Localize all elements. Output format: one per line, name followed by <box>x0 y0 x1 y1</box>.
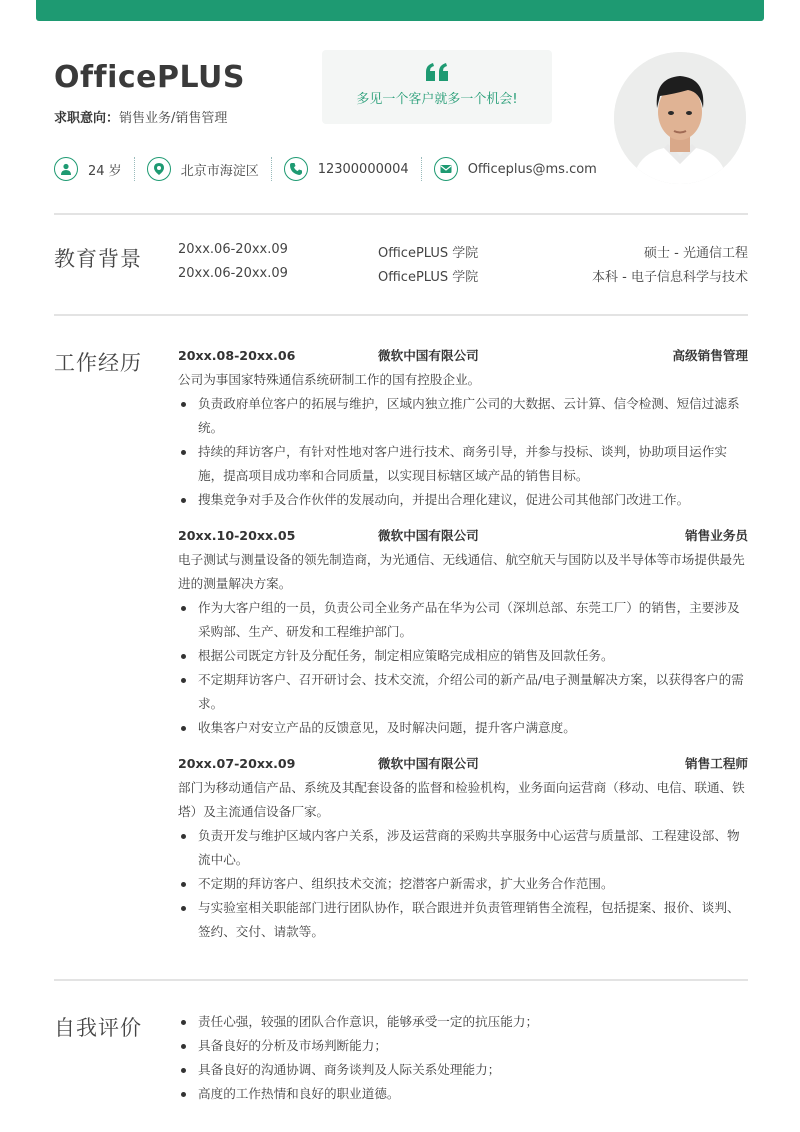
phone-text: 12300000004 <box>317 161 409 177</box>
contact-phone <box>284 157 409 181</box>
contact-location <box>147 157 259 181</box>
section-title-education: 教育背景 <box>54 247 142 271</box>
section-title-work: 工作经历 <box>54 351 142 375</box>
age-text: 24 岁 <box>88 163 122 179</box>
education-degree: 硕士 - 光通信工程 <box>644 246 748 261</box>
divider <box>54 979 748 981</box>
contact-separator <box>421 157 422 181</box>
job-position: 高级销售管理 <box>672 348 748 363</box>
list-item: 具备良好的沟通协调、商务谈判及人际关系处理能力； <box>178 1058 748 1082</box>
list-item: 负责政府单位客户的拓展与维护，区域内独立推广公司的大数据、云计算、信令检测、短信过滤系统。 <box>178 392 748 440</box>
self-evaluation <box>178 1010 748 1106</box>
top-accent-bar <box>36 0 764 21</box>
job-date: 20xx.07-20xx.09 <box>178 756 296 771</box>
job-intent <box>54 107 227 126</box>
list-item: 收集客户对安立产品的反馈意见，及时解决问题，提升客户满意度。 <box>178 716 748 740</box>
evaluation-bullets <box>178 1010 748 1106</box>
job-header <box>178 344 748 368</box>
education-date: 20xx.06-20xx.09 <box>178 266 288 281</box>
work-experience-list <box>178 344 748 944</box>
education-date: 20xx.06-20xx.09 <box>178 242 288 257</box>
candidate-name: OfficePLUS <box>54 60 246 95</box>
contact-bar <box>54 154 597 184</box>
list-item: 具备良好的分析及市场判断能力； <box>178 1034 748 1058</box>
motto-text: 多见一个客户就多一个机会! <box>356 92 518 107</box>
contact-email <box>434 157 597 181</box>
phone-icon <box>284 157 308 181</box>
education-school: OfficePLUS 学院 <box>378 270 479 285</box>
contact-separator <box>271 157 272 181</box>
contact-age <box>54 157 122 181</box>
job-entry <box>178 344 748 512</box>
job-bullets <box>178 824 748 944</box>
contact-separator <box>134 157 135 181</box>
job-entry <box>178 752 748 944</box>
job-bullets <box>178 392 748 512</box>
job-date: 20xx.10-20xx.05 <box>178 528 296 543</box>
job-position: 销售工程师 <box>685 756 748 771</box>
mail-icon <box>434 157 458 181</box>
section-title-evaluation: 自我评价 <box>54 1016 142 1040</box>
list-item: 作为大客户组的一员，负责公司全业务产品在华为公司（深圳总部、东莞工厂）的销售，主要涉及采购部、生产、研发和工程维护部门。 <box>178 596 748 644</box>
motto-box <box>322 50 552 124</box>
list-item: 搜集竞争对手及合作伙伴的发展动向，并提出合理化建议，促进公司其他部门改进工作。 <box>178 488 748 512</box>
email-text[interactable]: Officeplus@ms.com <box>467 161 597 177</box>
job-company: 微软中国有限公司 <box>378 348 479 363</box>
list-item: 责任心强，较强的团队合作意识，能够承受一定的抗压能力； <box>178 1010 748 1034</box>
location-text: 北京市海淀区 <box>180 163 259 179</box>
job-position: 销售业务员 <box>685 528 748 543</box>
list-item: 不定期拜访客户、召开研讨会、技术交流，介绍公司的新产品/电子测量解决方案，以获得客户的需求。 <box>178 668 748 716</box>
list-item: 负责开发与维护区域内客户关系，涉及运营商的采购共享服务中心运营与质量部、工程建设部、物流中心。 <box>178 824 748 872</box>
education-school: OfficePLUS 学院 <box>378 246 479 261</box>
job-date: 20xx.08-20xx.06 <box>178 348 296 363</box>
education-row <box>178 242 748 262</box>
education-row <box>178 266 748 286</box>
list-item: 持续的拜访客户，有针对性地对客户进行技术、商务引导，并参与投标、谈判，协助项目运作实施，提高项目成功率和合同质量，以实现目标辖区域产品的销售目标。 <box>178 440 748 488</box>
job-entry <box>178 524 748 740</box>
job-description: 电子测试与测量设备的领先制造商，为光通信、无线通信、航空航天与国防以及半导体等市场提供最先进的测量解决方案。 <box>178 552 745 591</box>
job-header <box>178 752 748 776</box>
job-description: 部门为移动通信产品、系统及其配套设备的监督和检验机构，业务面向运营商（移动、电信、联通、铁塔）及主流通信设备厂家。 <box>178 780 745 819</box>
job-intent-label: 求职意向： <box>54 111 120 126</box>
job-header <box>178 524 748 548</box>
user-icon <box>54 157 78 181</box>
location-pin-icon <box>147 157 171 181</box>
quote-icon <box>425 62 449 82</box>
divider <box>54 314 748 316</box>
job-intent-value: 销售业务/销售管理 <box>119 111 228 126</box>
job-company: 微软中国有限公司 <box>378 528 479 543</box>
list-item: 不定期的拜访客户、组织技术交流；挖潜客户新需求，扩大业务合作范围。 <box>178 872 748 896</box>
list-item: 高度的工作热情和良好的职业道德。 <box>178 1082 748 1106</box>
job-bullets <box>178 596 748 740</box>
avatar <box>614 52 746 184</box>
education-degree: 本科 - 电子信息科学与技术 <box>592 270 748 285</box>
portrait-image <box>614 52 746 184</box>
divider <box>54 213 748 215</box>
list-item: 根据公司既定方针及分配任务，制定相应策略完成相应的销售及回款任务。 <box>178 644 748 668</box>
job-description: 公司为事国家特殊通信系统研制工作的国有控股企业。 <box>178 372 481 387</box>
job-company: 微软中国有限公司 <box>378 756 479 771</box>
list-item: 与实验室相关职能部门进行团队协作，联合跟进并负责管理销售全流程，包括提案、报价、谈判、签约、交付、请款等。 <box>178 896 748 944</box>
